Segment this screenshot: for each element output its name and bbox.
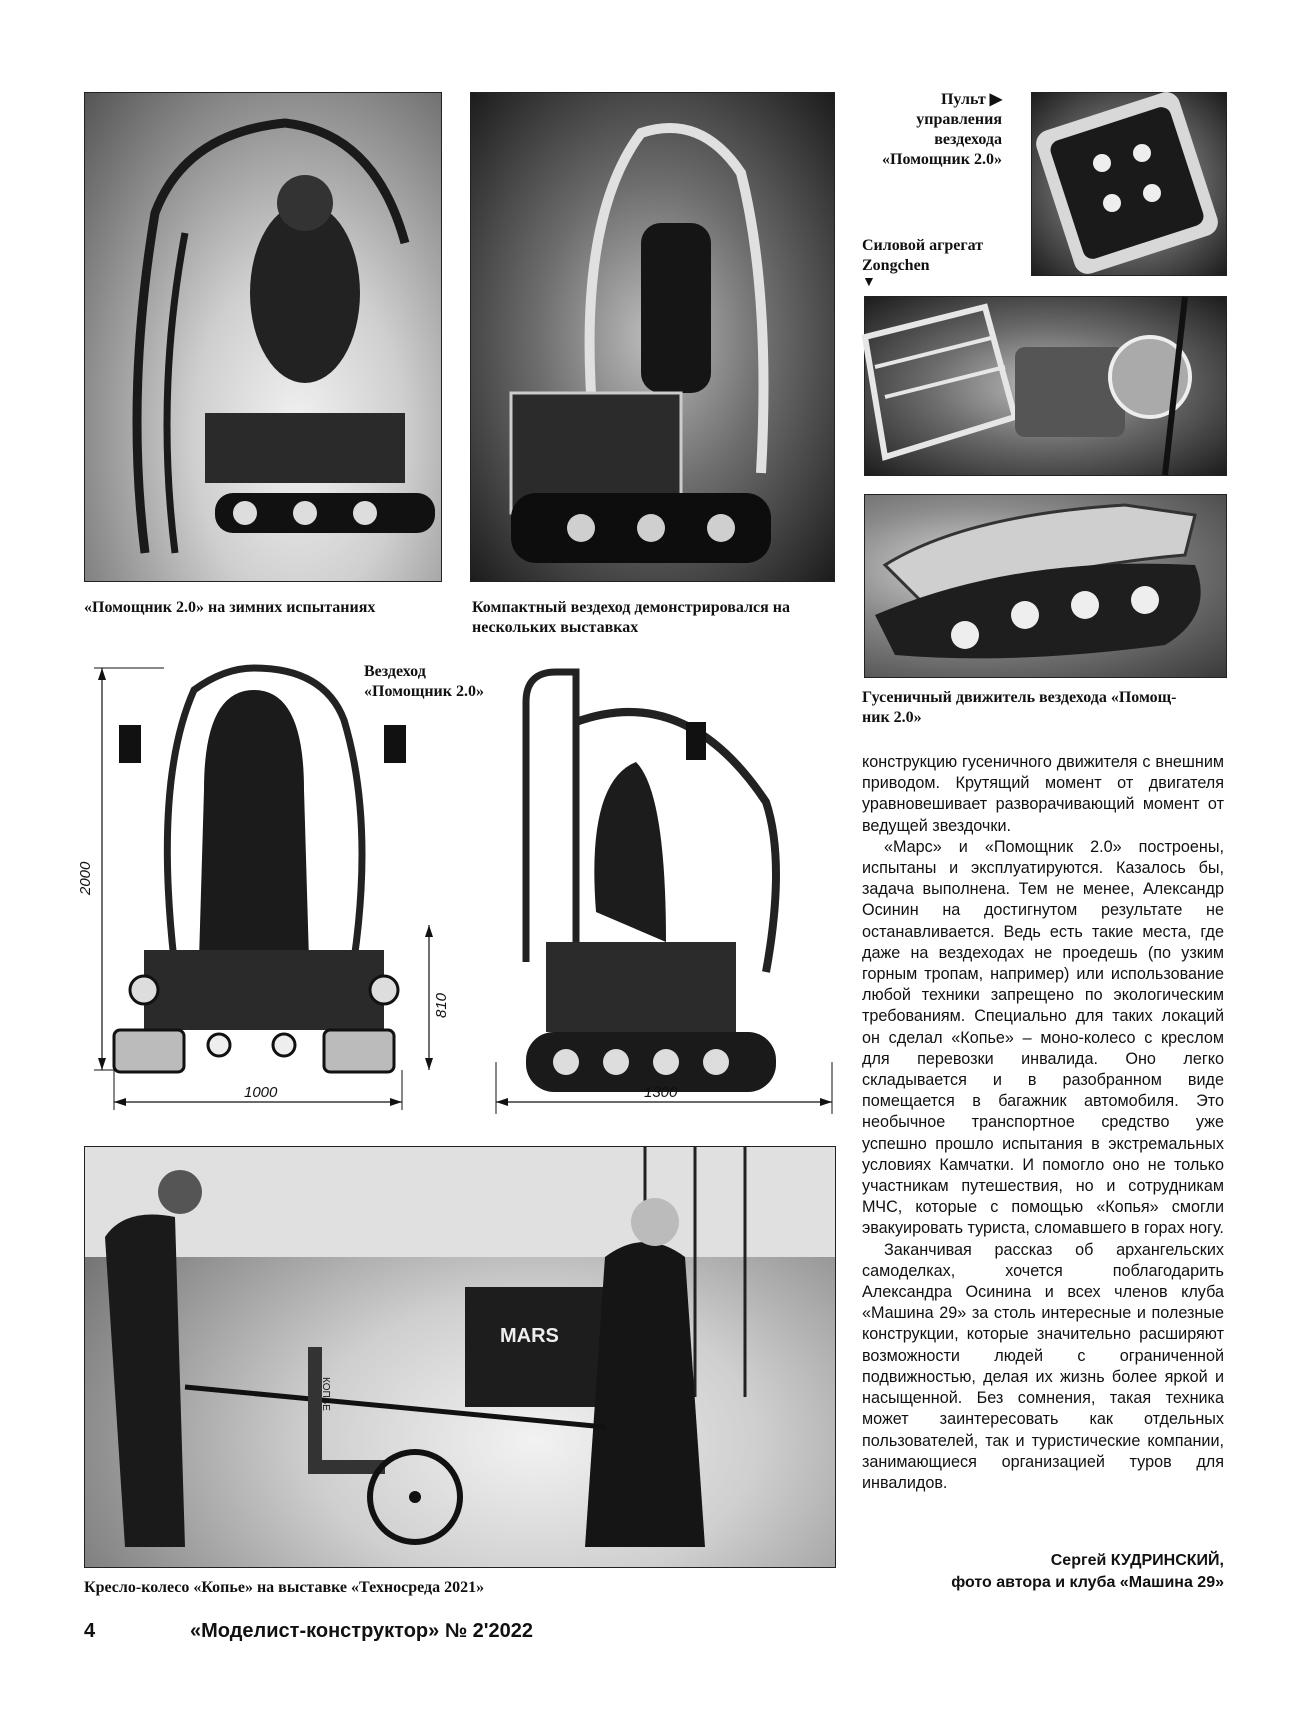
caption-control-panel-line-1: Пульт ▶	[940, 91, 1002, 108]
photo-exhibition	[470, 92, 835, 582]
photo-kopye	[84, 1146, 836, 1568]
caption-control-panel	[850, 90, 1002, 170]
caption-winter-test: «Помощник 2.0» на зимних испытаниях	[84, 599, 376, 616]
mars-label: MARS	[500, 1325, 559, 1347]
photo-control-panel	[1031, 92, 1227, 276]
caption-control-panel-line-4: «Помощник 2.0»	[882, 151, 1002, 168]
article-paragraph-2: «Марс» и «Помощник 2.0» построены, испытаны и эксплуатируются. Казалось бы, задача выполнена. Тем не менее, Александр Осинин на достигнутом результате не останавливается. Ведь есть такие места, где даже на вездеходах не проедешь (по узким горным тропам, например) или использование любой техники запрещено по экологическим требованиям. Специально для таких локаций он сделал «Копье» – моно-колесо с креслом для перевозки инвалида. Оно легко складывается и в разобранном виде помещается в багажник автомобиля. Это необычное транспортное средство уже успешно прошло испытания в экстремальных условиях Камчатки. И помогло оно не только участникам путешествия, но и сотрудникам МЧС, которые с помощью «Копья» смогли эвакуировать туриста, сломавшего в горах ногу.	[862, 837, 1224, 1238]
author-name: Сергей КУДРИНСКИЙ,	[1050, 1552, 1224, 1569]
photo-track-drive	[864, 494, 1227, 678]
dimension-length-label: 1300	[644, 1084, 678, 1101]
drawing-front-view	[77, 660, 450, 1120]
caption-kopye: Кресло-колесо «Копье» на выставке «Техносреда 2021»	[84, 1579, 485, 1596]
caption-drawing-title-line-2: «Помощник 2.0»	[364, 683, 484, 700]
caption-engine-line-1: Силовой агрегат	[862, 237, 984, 254]
caption-drawing-title-line-1: Вездеход	[364, 663, 426, 680]
photo-credit: фото автора и клуба «Машина 29»	[951, 1574, 1224, 1591]
arrow-right-icon: ▶	[989, 91, 1002, 108]
article-paragraph-1: конструкцию гусеничного движителя с внешним приводом. Крутящий момент от двигателя уравновешивает разворачивающий момент от ведущей звездочки.	[862, 753, 1224, 835]
dimension-height-label: 2000	[77, 861, 94, 895]
photo-winter-test	[84, 92, 442, 582]
caption-engine	[862, 236, 1032, 290]
page-number: 4	[84, 1620, 96, 1642]
caption-engine-line-2: Zongchen	[862, 257, 930, 274]
caption-track-drive-line-2: ник 2.0»	[862, 709, 922, 726]
article-signature	[951, 1550, 1224, 1594]
dimension-track-height-label: 810	[433, 992, 450, 1018]
arrow-down-icon: ▼	[862, 275, 876, 290]
caption-control-panel-line-3: вездехода	[934, 131, 1002, 148]
caption-exhibition: Компактный вездеход демонстрировался на нескольких выставках	[472, 599, 791, 636]
dimension-width-label: 1000	[244, 1084, 278, 1101]
article-paragraph-3: Заканчивая рассказ об архангельских самоделках, хочется поблагодарить Александра Осинина и всех членов клуба «Машина 29» за столь интересные и полезные конструкции, которые значительно расширяют возможности людей с ограниченной подвижностью, делая их жизнь более яркой и насыщенной. Без сомнения, такая техника может заинтересовать как отдельных пользователей, так и туристические компании, занимающиеся организацией туров для инвалидов.	[862, 1240, 1224, 1492]
drawing-side-view	[486, 662, 842, 1120]
caption-track-drive-line-1: Гусеничный движитель вездехода «Помощ-	[862, 689, 1177, 706]
caption-control-panel-line-2: управления	[916, 111, 1002, 128]
kopye-seat-label: КОПЬЕ	[320, 1377, 331, 1411]
magazine-title: «Моделист-конструктор» № 2'2022	[190, 1620, 534, 1642]
caption-track-drive	[862, 688, 1232, 728]
article-body	[862, 752, 1224, 1494]
photo-engine	[864, 296, 1227, 476]
